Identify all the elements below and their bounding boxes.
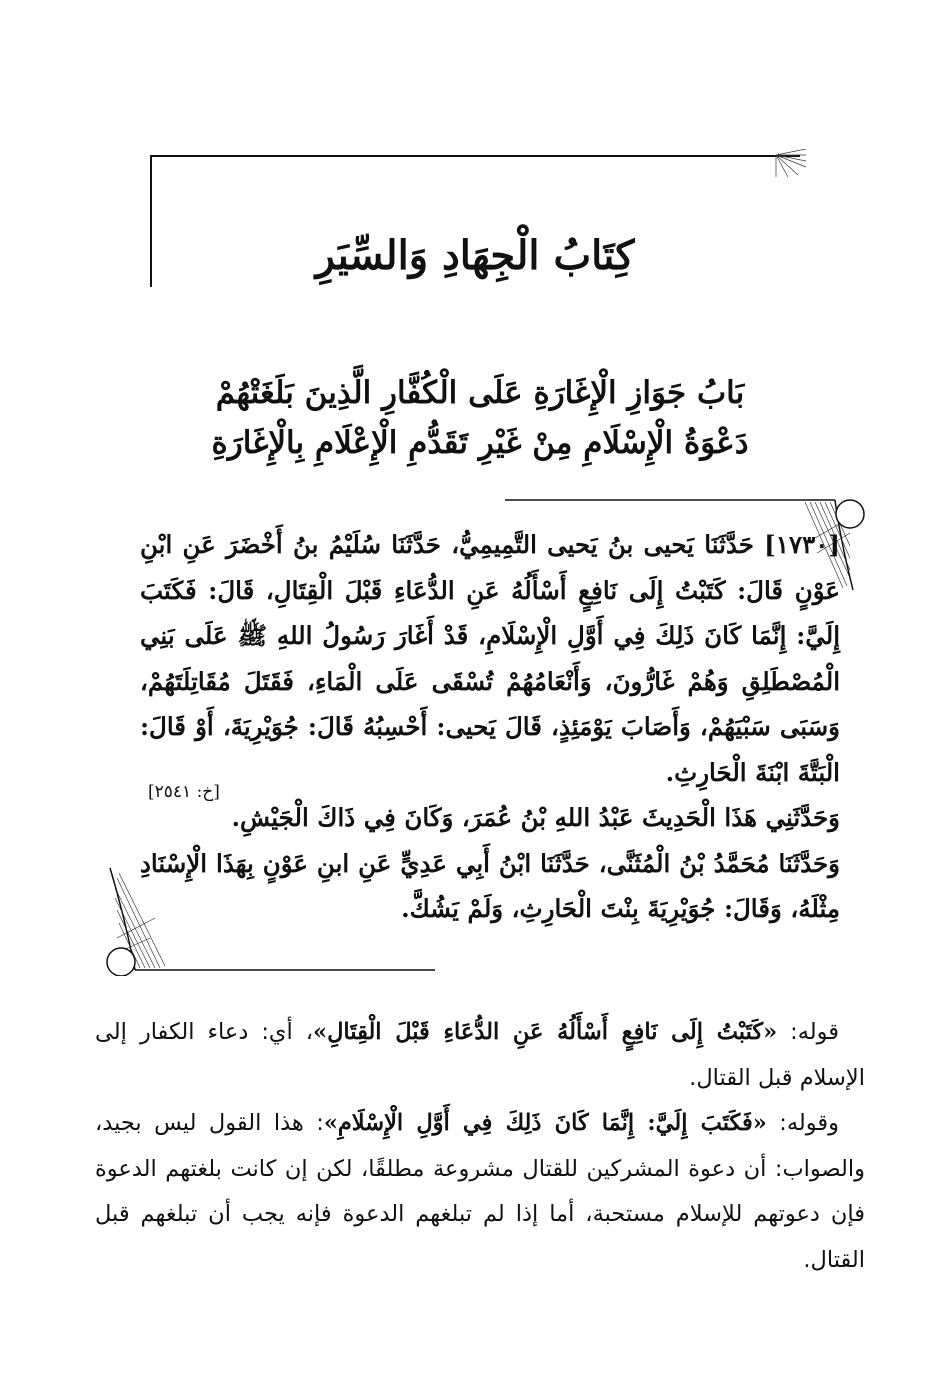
hadith-paragraph: [١٧٣٠] حَدَّثَنَا يَحيى بنُ يَحيى التَّمِيمِيُّ، حَدَّثَنَا سُلَيْمُ بنُ أَخْضَرَ عَنِ ابْنِ عَوْنٍ قَالَ: كَتَبْتُ إِلَى نَافِعٍ أَسْأَلُهُ عَنِ الدُّعَاءِ قَبْلَ الْقِتَالِ، قَالَ: فَكَتَبَ إِلَيَّ: إِنَّمَا كَانَ ذَلِكَ فِي أَوَّلِ الْإِسْلَامِ، قَدْ أَغَارَ رَسُولُ اللهِ ﷺ عَلَى بَنِي الْمُصْطَلِقِ وَهُمْ غَارُّونَ، وَأَنْعَامُهُمْ تُسْقَى عَلَى الْمَاءِ، فَقَتَلَ مُقَاتِلَتَهُمْ، وَسَبَى سَبْيَهُمْ، وَأَصَابَ يَوْمَئِذٍ، قَالَ يَحيى: أَحْسِبُهُ قَالَ: جُوَيْرِيَةَ، أَوْ قَالَ: الْبَتَّةَ ابْنَةَ الْحَارِثِ. [140,530,840,787]
hadith-reference: [خ: ٢٥٤١] [148,782,220,802]
commentary-text: : هذا القول ليس بجيد، والصواب: أن دعوة المشركين للقتال مشروعة مطلقًا، لكن إن كانت بلغتهم الدعوة فإن دعوتهم للإسلام مستحبة، أما إذا لم تبلغهم الدعوة فإنه يجب أن تبلغهم قبل القتال. [95,1110,865,1273]
frame-top-line [150,155,800,157]
commentary-lead: قوله: [777,1019,839,1045]
chapter-title-line-2: دَعْوَةُ الْإِسْلَامِ مِنْ غَيْرِ تَقَدُّمِ الْإِعْلَامِ بِالْإِغَارَةِ [211,425,749,461]
chapter-title-line-1: بَابُ جَوَازِ الْإِغَارَةِ عَلَى الْكُفَّارِ الَّذِينَ بَلَغَتْهُمْ [215,375,745,411]
commentary-lead: وقوله: [766,1110,839,1136]
commentary-text: ، أي: دعاء الكفار إلى الإسلام قبل القتال. [95,1019,865,1091]
commentary-paragraph [95,1010,865,1101]
chapter-title [160,368,800,468]
hadith-paragraph: وَحَدَّثَنِي هَذَا الْحَدِيثَ عَبْدُ اللهِ بْنُ عُمَرَ، وَكَانَ فِي ذَاكَ الْجَيْشِ. [231,803,840,832]
commentary-quote: «فَكَتَبَ إِلَيَّ: إِنَّمَا كَانَ ذَلِكَ فِي أَوَّلِ الْإِسْلَامِ» [323,1110,767,1136]
commentary [95,1010,865,1283]
book-title: كِتَابُ الْجِهَادِ وَالسِّيَرِ [315,232,635,279]
ornament-corner-icon [768,149,808,179]
hadith-paragraph: وَحَدَّثَنَا مُحَمَّدُ بْنُ الْمُثَنَّى، حَدَّثَنَا ابْنُ أَبِي عَدِيٍّ عَنِ ابنِ عَوْنٍ بِهَذَا الْإِسْنَادِ مِثْلَهُ، وَقَالَ: جُوَيْرِيَةَ بِنْتَ الْحَارِثِ، وَلَمْ يَشُكَّ. [140,848,840,923]
commentary-paragraph [95,1101,865,1283]
commentary-quote: «كَتَبْتُ إِلَى نَافِعٍ أَسْأَلُهُ عَنِ الدُّعَاءِ قَبْلَ الْقِتَالِ» [313,1019,778,1045]
hadith-body [140,522,840,932]
